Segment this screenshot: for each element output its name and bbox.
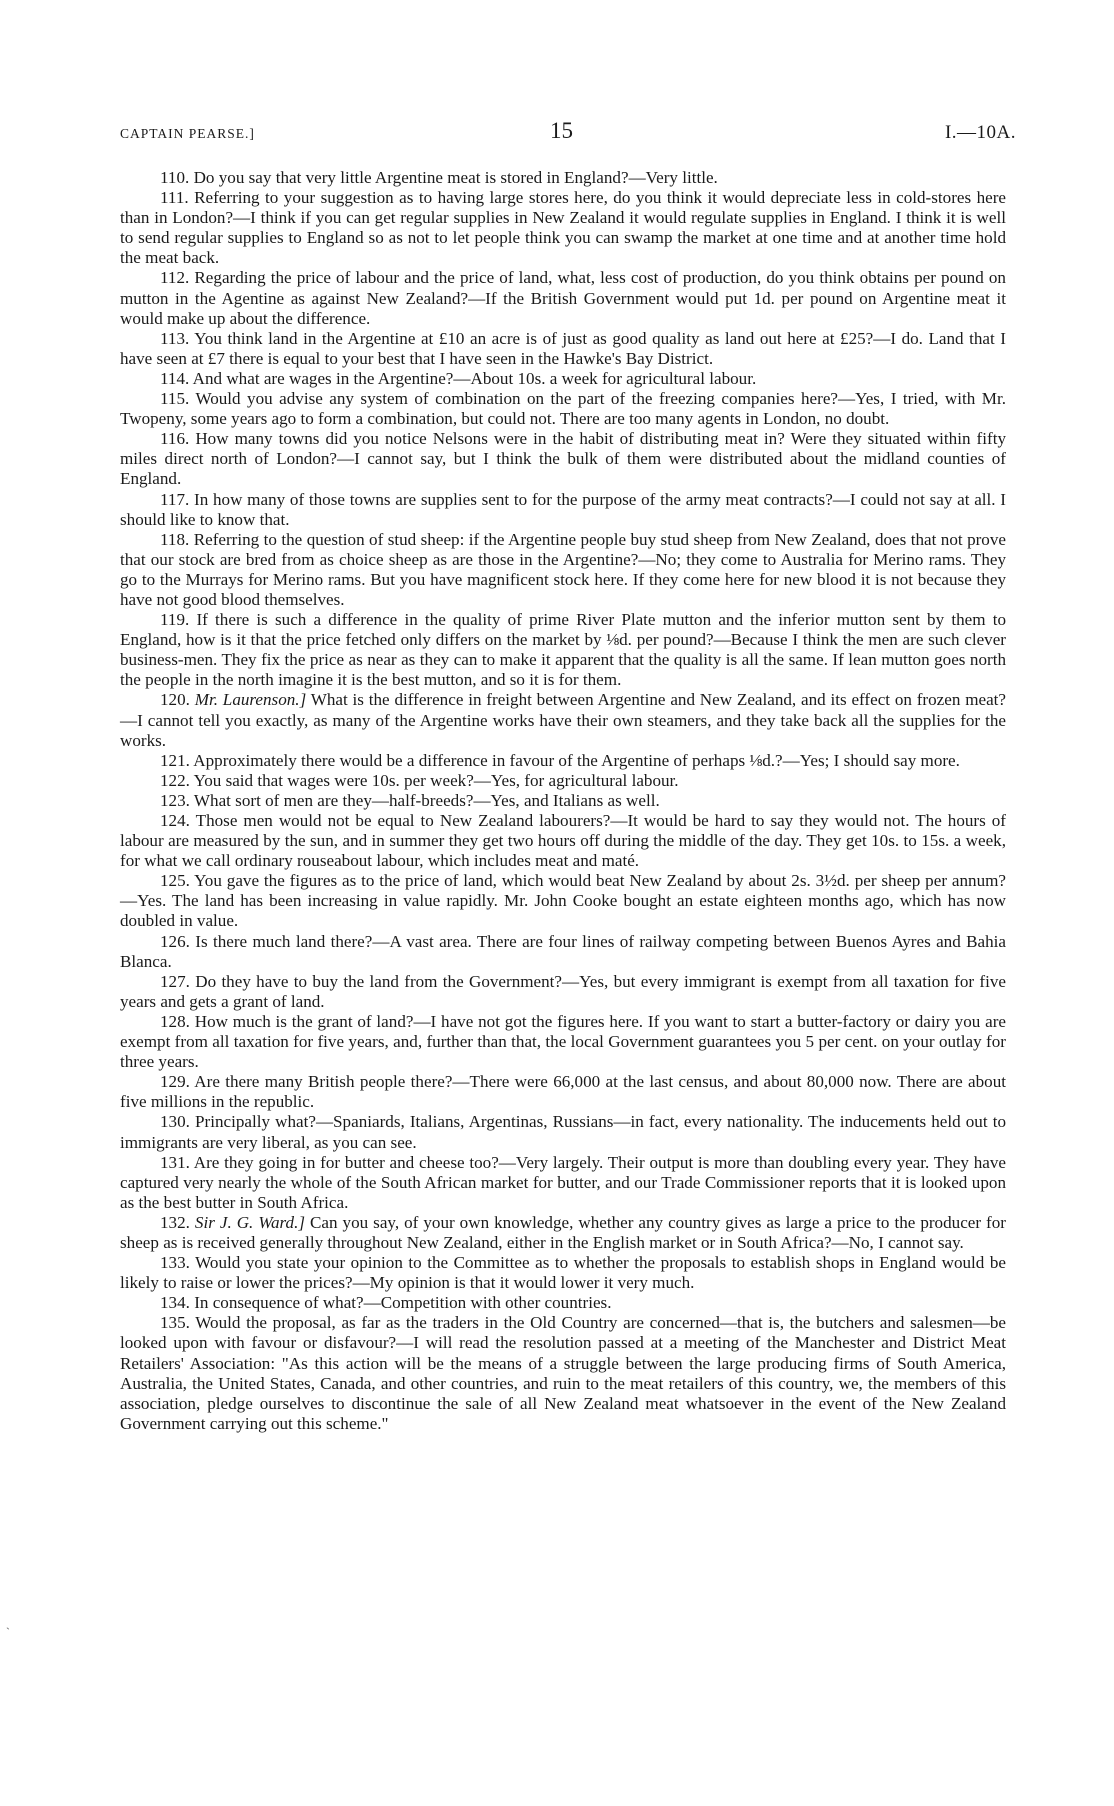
question-answer-text: Would you advise any system of combination on the part of the freezing companies here?—Yes, I tried, with Mr. Twopeny, some years ago to form a combination, but could not. There are too many agents in London, no doubt. (120, 389, 1006, 429)
question-paragraph (120, 369, 1006, 389)
question-paragraph (120, 771, 1006, 791)
question-number: 114. (160, 368, 190, 388)
question-number: 121. (160, 750, 190, 770)
question-number: 135. (160, 1313, 190, 1333)
question-number: 112. (160, 268, 190, 288)
question-answer-text: Those men would not be equal to New Zealand labourers?—It would be hard to say they would not. The hours of labour are measured by the sun, and in summer they get two hours off during the middle of the day. They get 10s. to 15s. a week, for what we call ordinary rouseabout labour, which includes meat and maté. (120, 811, 1007, 871)
page-header (120, 118, 1016, 148)
question-answer-text: Do they have to buy the land from the Government?—Yes, but every immigrant is exempt from all taxation for five years and gets a grant of land. (120, 971, 1006, 1011)
question-answer-text: Would you state your opinion to the Committee as to whether the proposals to establish shops in England would be likely to raise or lower the prices?—My opinion is that it would lower it very much. (120, 1253, 1006, 1293)
question-paragraph (120, 1253, 1006, 1293)
question-number: 134. (160, 1293, 190, 1313)
question-answer-text: You gave the figures as to the price of land, which would beat New Zealand by about 2s. 3½d. per sheep per annum?—Yes. The land has been increasing in value rapidly. Mr. John Cooke bought an estate eighteen months ago, which has now doubled in value. (120, 871, 1006, 931)
question-number: 122. (160, 770, 190, 790)
question-answer-text: You said that wages were 10s. per week?—Yes, for agricultural labour. (193, 770, 679, 790)
question-paragraph (120, 429, 1006, 489)
question-number: 133. (160, 1253, 190, 1273)
question-paragraph (120, 972, 1006, 1012)
question-answer-text: If there is such a difference in the quality of prime River Plate mutton and the inferior mutton sent by them to England, how is it that the price fetched only differs on the market by ⅛d. per pound?—Because I think the men are such clever business-men. They fix the price as near as they can to make it apparent that the quality is all the same. If lean mutton goes north the people in the north imagine it is the best mutton, and so it is for them. (120, 610, 1006, 690)
question-paragraph (120, 530, 1006, 610)
question-number: 124. (160, 811, 190, 830)
question-paragraph (120, 188, 1006, 268)
question-answer-text: Can you say, of your own knowledge, whether any country gives as large a price to the producer for sheep as is received generally throughout New Zealand, either in the English market or in South Africa?—No, I cannot say. (120, 1212, 1006, 1252)
question-answer-text: In consequence of what?—Competition with other countries. (194, 1293, 612, 1313)
question-answer-text: Would the proposal, as far as the traders in the Old Country are concerned—that is, the butchers and salesmen—be looked upon with favour or disfavour?—I will read the resolution passed at a meeting of the Manchester and District Meat Retailers' Association: "As this action will be the means of a struggle between the large producing firms of South America, Australia, the United States, Canada, and other countries, and ruin to the meat retailers of this country, we, the members of this association, pledge ourselves to discontinue the sale of all New Zealand meat whatsoever in the event of the New Zealand Government carrying out this scheme." (120, 1313, 1006, 1433)
question-number: 129. (160, 1072, 190, 1092)
question-paragraph (120, 1153, 1006, 1213)
question-answer-text: How many towns did you notice Nelsons were in the habit of distributing meat in? Were they situated within fifty miles direct north of London?—I cannot say, but I think the bulk of them were distributed about the midland counties of England. (120, 429, 1006, 489)
question-number: 111. (160, 188, 189, 208)
question-paragraph (120, 932, 1006, 972)
question-answer-text: Regarding the price of labour and the price of land, what, less cost of production, do you think obtains per pound on mutton in the Agentine as against New Zealand?—If the British Government would put 1d. per pound on Argentine meat it would make up about the difference. (120, 268, 1006, 328)
question-answer-text: Approximately there would be a difference in favour of the Argentine of perhaps ⅛d.?—Yes; I should say more. (193, 750, 960, 770)
witness-name: CAPTAIN PEARSE.] (120, 126, 255, 141)
question-number: 119. (160, 610, 190, 630)
question-answer-text: You think land in the Argentine at £10 an acre is of just as good quality as land out here at £25?—I do. Land that I have seen at £7 there is equal to your best that I have seen in the Hawke's Bay District. (120, 328, 1006, 368)
evidence-body (120, 168, 1006, 1434)
question-paragraph (120, 871, 1006, 931)
question-paragraph (120, 1112, 1006, 1152)
question-number: 125. (160, 871, 190, 891)
question-answer-text: Are there many British people there?—There were 66,000 at the last census, and about 80,000 now. There are about five millions in the republic. (120, 1072, 1006, 1112)
question-number: 113. (160, 328, 190, 348)
question-paragraph (120, 1213, 1006, 1253)
question-answer-text: Do you say that very little Argentine meat is stored in England?—Very little. (193, 168, 718, 187)
speaker-name: Sir J. G. Ward.] (194, 1212, 306, 1232)
question-paragraph (120, 1012, 1006, 1072)
question-answer-text: And what are wages in the Argentine?—About 10s. a week for agricultural labour. (192, 368, 757, 388)
question-answer-text: Are they going in for butter and cheese too?—Very largely. Their output is more than doubling every year. They have captured very nearly the whole of the South African market for butter, and our Trade Commissioner reports that it is looked upon as the best butter in South Africa. (120, 1152, 1006, 1212)
question-number: 118. (160, 529, 190, 549)
question-paragraph (120, 389, 1006, 429)
question-paragraph (120, 268, 1006, 328)
question-paragraph (120, 168, 1006, 188)
question-paragraph (120, 690, 1006, 750)
question-paragraph (120, 1072, 1006, 1112)
question-number: 130. (160, 1112, 190, 1132)
page-number: 15 (550, 118, 573, 143)
speaker-name: Mr. Laurenson.] (194, 690, 307, 710)
question-number: 123. (160, 790, 190, 810)
question-number: 127. (160, 971, 190, 991)
question-number: 128. (160, 1011, 190, 1031)
document-reference: I.—10A. (944, 122, 1016, 143)
question-number: 116. (160, 429, 190, 449)
question-answer-text: In how many of those towns are supplies sent to for the purpose of the army meat contracts?—I could not say at all. I should like to know that. (120, 489, 1007, 529)
question-number: 126. (160, 931, 190, 951)
question-number: 115. (160, 389, 190, 409)
question-paragraph (120, 329, 1006, 369)
question-number: 131. (160, 1152, 190, 1172)
question-number: 117. (160, 489, 190, 509)
question-answer-text: Is there much land there?—A vast area. There are four lines of railway competing between Buenos Ayres and Bahia Blanca. (120, 931, 1006, 971)
question-answer-text: What is the difference in freight between Argentine and New Zealand, and its effect on frozen meat?—I cannot tell you exactly, as many of the Argentine works have their own steamers, and they take back all the supplies for the works. (120, 690, 1006, 750)
margin-mark: ` (6, 1625, 10, 1639)
question-answer-text: Principally what?—Spaniards, Italians, Argentinas, Russians—in fact, every nationality. The inducements held out to immigrants are very liberal, as you can see. (120, 1112, 1006, 1152)
question-number: 132. (160, 1212, 190, 1232)
question-paragraph (120, 1293, 1006, 1313)
question-answer-text: Referring to the question of stud sheep: if the Argentine people buy stud sheep from New Zealand, does that not prove that our stock are bred from as choice sheep as are those in the Argentine?—No; they come to Australia for Merino rams. They go to the Murrays for Merino rams. But you have magnificent stock here. If they come here for new blood it is not because they have not good blood themselves. (120, 529, 1006, 609)
question-answer-text: What sort of men are they—half-breeds?—Yes, and Italians as well. (193, 790, 660, 810)
question-number: 110. (160, 168, 190, 187)
question-paragraph (120, 811, 1006, 871)
question-answer-text: Referring to your suggestion as to having large stores here, do you think it would depreciate less in cold-stores here than in London?—I think if you can get regular supplies in New Zealand it would regulate supplies in England. I think it is well to send regular supplies to England so as not to let people think you can swamp the market at one time and at another time hold the meat back. (120, 188, 1006, 268)
question-paragraph (120, 751, 1006, 771)
question-paragraph (120, 1313, 1006, 1434)
question-answer-text: How much is the grant of land?—I have not got the figures here. If you want to start a butter-factory or dairy you are exempt from all taxation for five years, and, further than that, the local Government guarantees you 5 per cent. on your outlay for three years. (120, 1011, 1006, 1072)
question-paragraph (120, 791, 1006, 811)
question-number: 120. (160, 690, 190, 710)
question-paragraph (120, 490, 1006, 530)
question-paragraph (120, 610, 1006, 690)
